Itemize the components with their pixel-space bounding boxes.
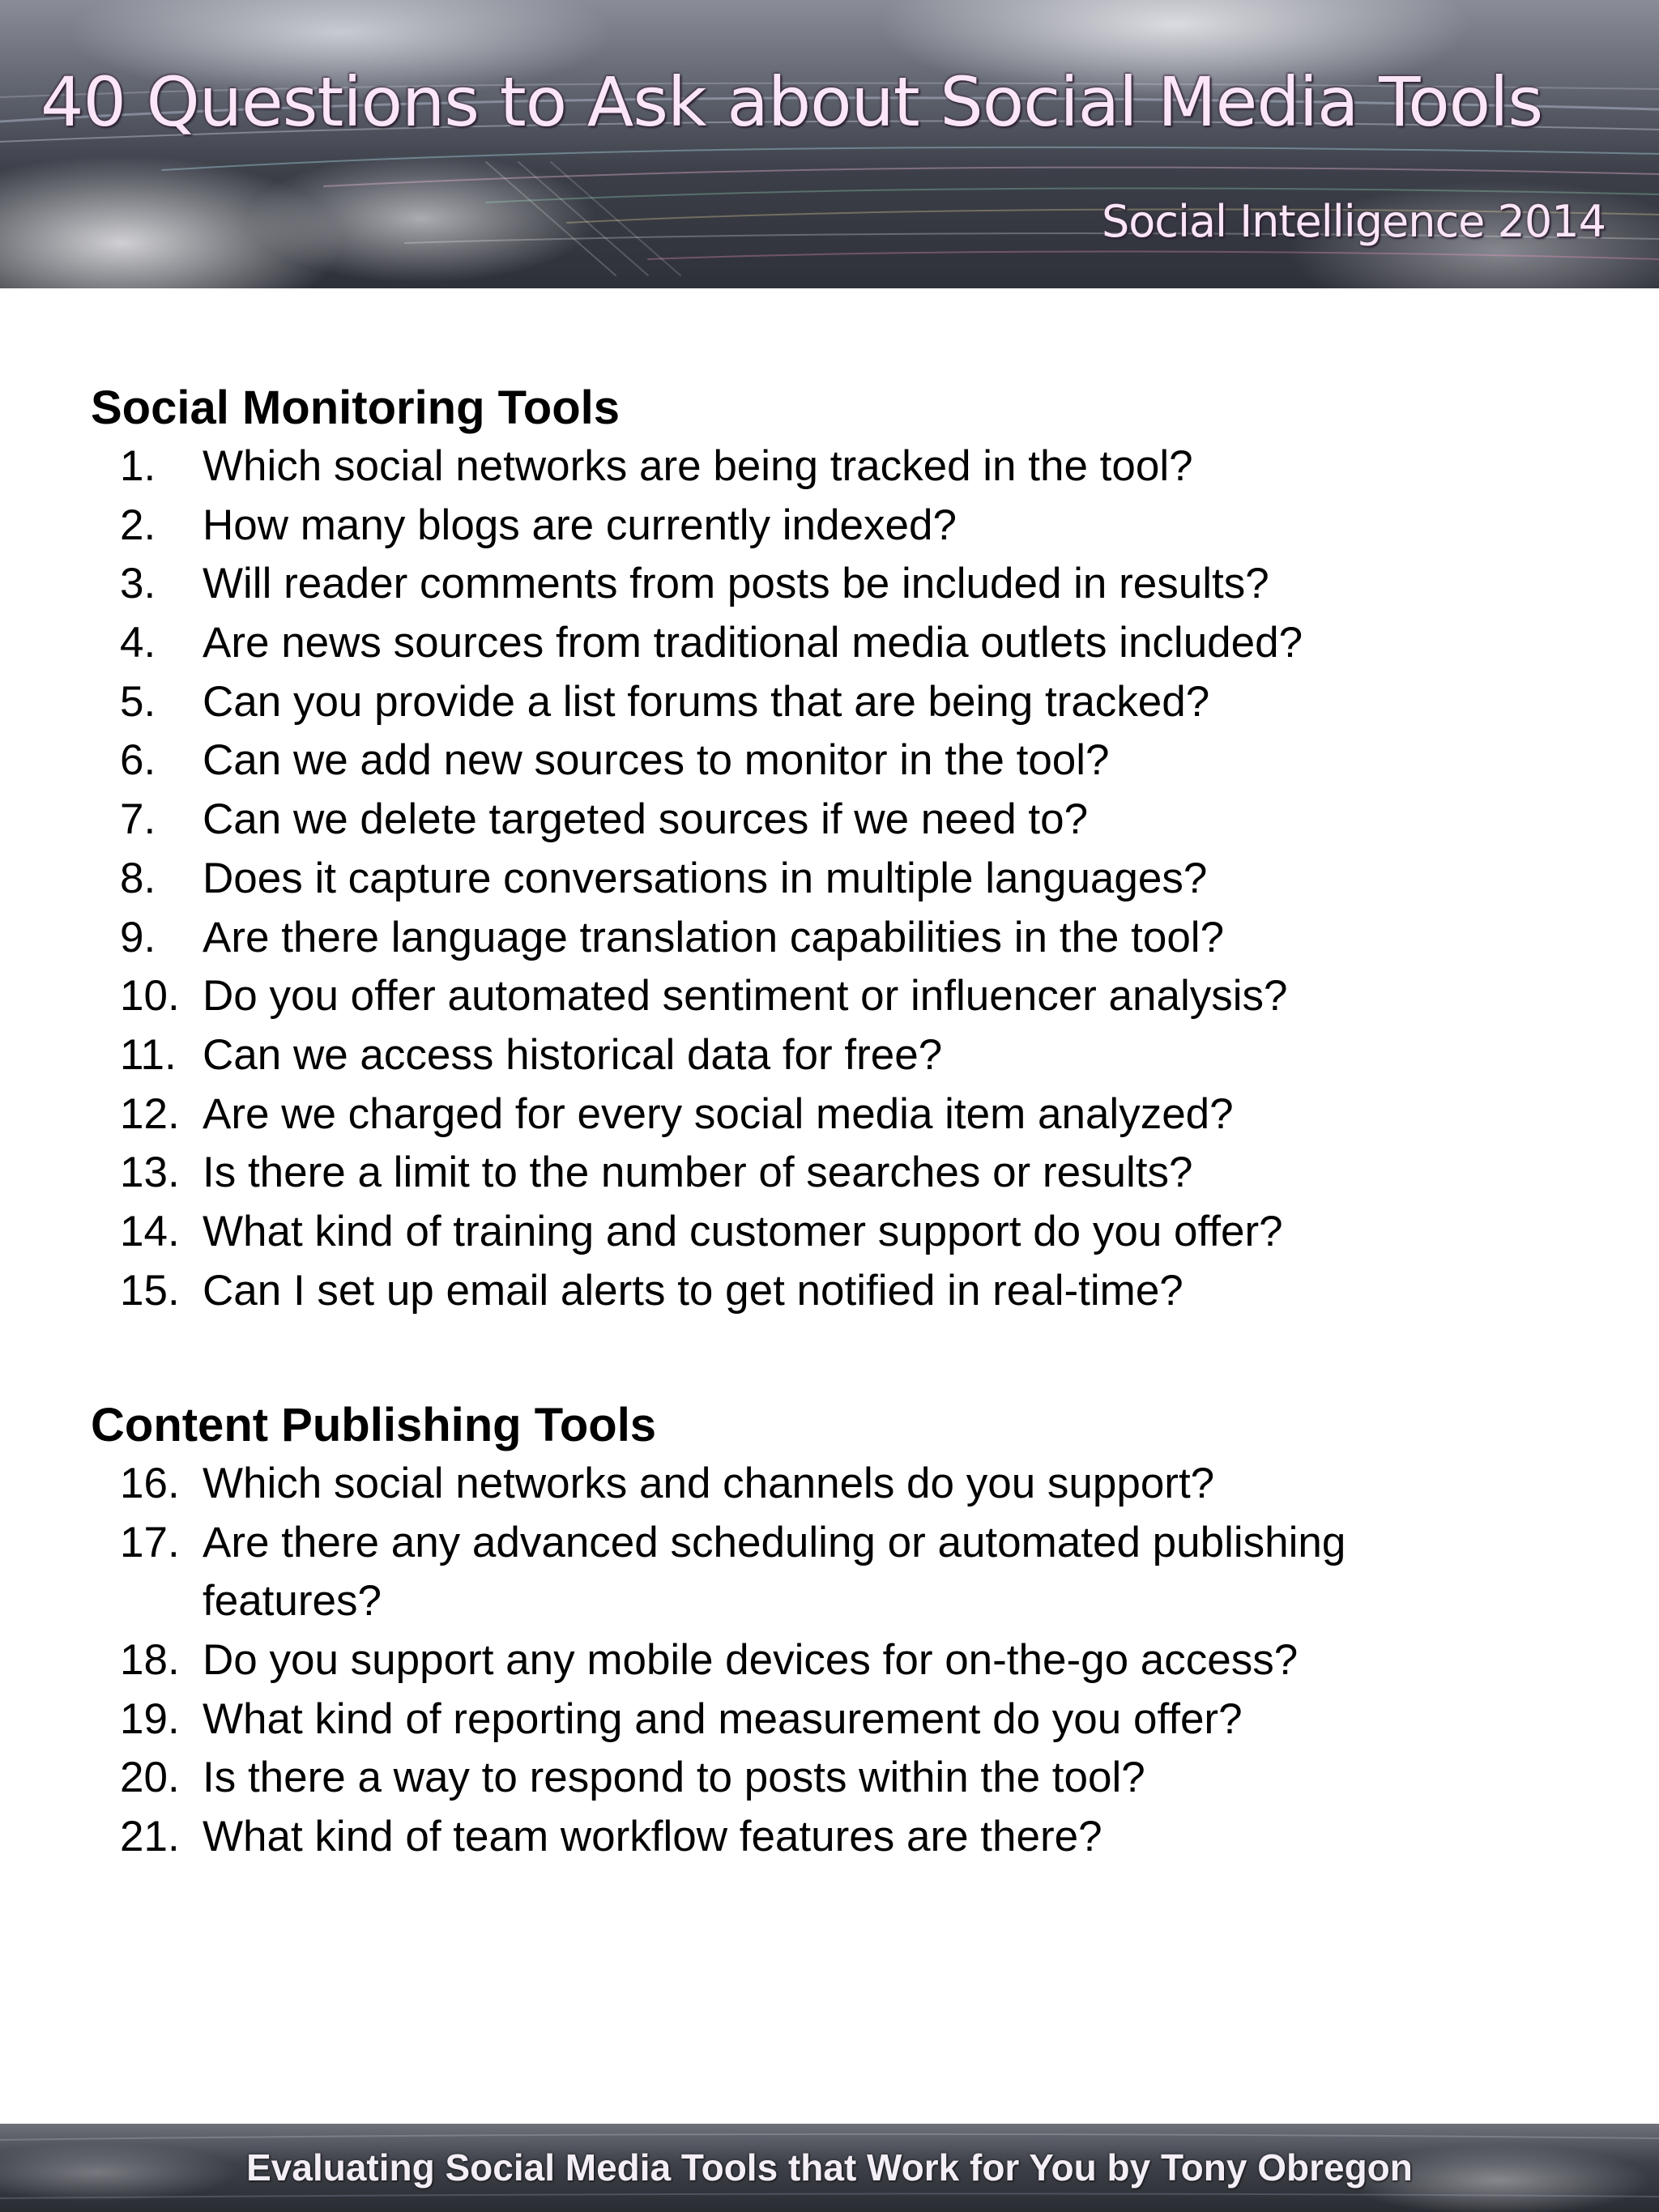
list-item <box>0 437 1659 497</box>
question-number: 11. <box>120 1030 177 1079</box>
question-number: 13. <box>120 1149 180 1197</box>
list-item <box>0 1203 1659 1262</box>
question-number: 17. <box>120 1518 180 1566</box>
question-text: What kind of reporting and measurement do you offer? <box>203 1694 1243 1743</box>
list-item <box>0 1514 1659 1631</box>
question-text: Are there language translation capabilities in the tool? <box>203 913 1225 961</box>
question-text: Can we access historical data for free? <box>203 1030 943 1079</box>
question-number: 5. <box>120 677 156 726</box>
question-number: 14. <box>120 1207 180 1255</box>
question-text: Will reader comments from posts be included in results? <box>203 560 1269 608</box>
question-text: Which social networks are being tracked in the tool? <box>203 442 1193 490</box>
question-number: 16. <box>120 1460 180 1507</box>
list-item <box>0 967 1659 1026</box>
list-item <box>0 1455 1659 1514</box>
list-item <box>0 791 1659 850</box>
list-item <box>0 1690 1659 1750</box>
list-item <box>0 673 1659 732</box>
question-text: What kind of training and customer support do you offer? <box>203 1207 1283 1255</box>
list-item <box>0 731 1659 791</box>
question-text: Can we delete targeted sources if we need to? <box>203 795 1089 844</box>
section-title-monitoring: Social Monitoring Tools <box>91 381 621 434</box>
list-item <box>0 850 1659 909</box>
question-number: 18. <box>120 1636 180 1685</box>
list-item <box>0 497 1659 556</box>
header-banner <box>0 0 1659 288</box>
question-text: Is there a limit to the number of searches or results? <box>203 1149 1193 1197</box>
section-title-publishing: Content Publishing Tools <box>91 1399 657 1451</box>
question-text: Does it capture conversations in multiple languages? <box>203 854 1208 902</box>
question-number: 6. <box>120 736 156 785</box>
question-text: What kind of team workflow features are there? <box>203 1813 1102 1861</box>
question-number: 4. <box>120 619 156 667</box>
question-text: How many blogs are currently indexed? <box>203 501 957 549</box>
question-text: Can I set up email alerts to get notified in real-time? <box>203 1266 1183 1315</box>
list-item <box>0 1085 1659 1144</box>
footer-banner <box>0 2124 1659 2212</box>
question-text: Are we charged for every social media item analyzed? <box>203 1089 1234 1138</box>
list-item <box>0 555 1659 614</box>
question-number: 12. <box>120 1089 180 1138</box>
question-text: Which social networks and channels do you support? <box>203 1460 1215 1507</box>
question-number: 7. <box>120 795 156 844</box>
question-list-publishing <box>0 1455 1659 1867</box>
question-number: 3. <box>120 560 156 608</box>
page-title: 40 Questions to Ask about Social Media Tools <box>41 62 1543 142</box>
footer-credit: Evaluating Social Media Tools that Work for You by Tony Obregon <box>246 2146 1413 2189</box>
question-text: Can you provide a list forums that are being tracked? <box>203 677 1210 726</box>
list-item <box>0 1026 1659 1085</box>
list-item <box>0 1631 1659 1690</box>
list-item <box>0 1262 1659 1321</box>
question-number: 2. <box>120 501 156 549</box>
question-number: 10. <box>120 972 180 1021</box>
question-number: 21. <box>120 1813 180 1861</box>
page-subtitle: Social Intelligence 2014 <box>1101 196 1606 247</box>
question-text: Do you offer automated sentiment or influencer analysis? <box>203 972 1288 1021</box>
question-number: 15. <box>120 1266 180 1315</box>
question-text: Are news sources from traditional media outlets included? <box>203 619 1303 667</box>
list-item <box>0 614 1659 673</box>
list-item <box>0 909 1659 968</box>
question-list-monitoring <box>0 437 1659 1320</box>
question-number: 1. <box>120 442 156 490</box>
question-number: 20. <box>120 1754 180 1802</box>
list-item <box>0 1808 1659 1867</box>
question-text: Can we add new sources to monitor in the tool? <box>203 736 1110 785</box>
question-number: 8. <box>120 854 156 902</box>
question-number: 19. <box>120 1694 180 1743</box>
list-item <box>0 1144 1659 1203</box>
list-item <box>0 1749 1659 1808</box>
question-text: Do you support any mobile devices for on-the-go access? <box>203 1636 1299 1685</box>
question-number: 9. <box>120 913 156 961</box>
question-text: Are there any advanced scheduling or automated publishing features? <box>203 1518 1346 1626</box>
question-text: Is there a way to respond to posts within the tool? <box>203 1754 1145 1802</box>
